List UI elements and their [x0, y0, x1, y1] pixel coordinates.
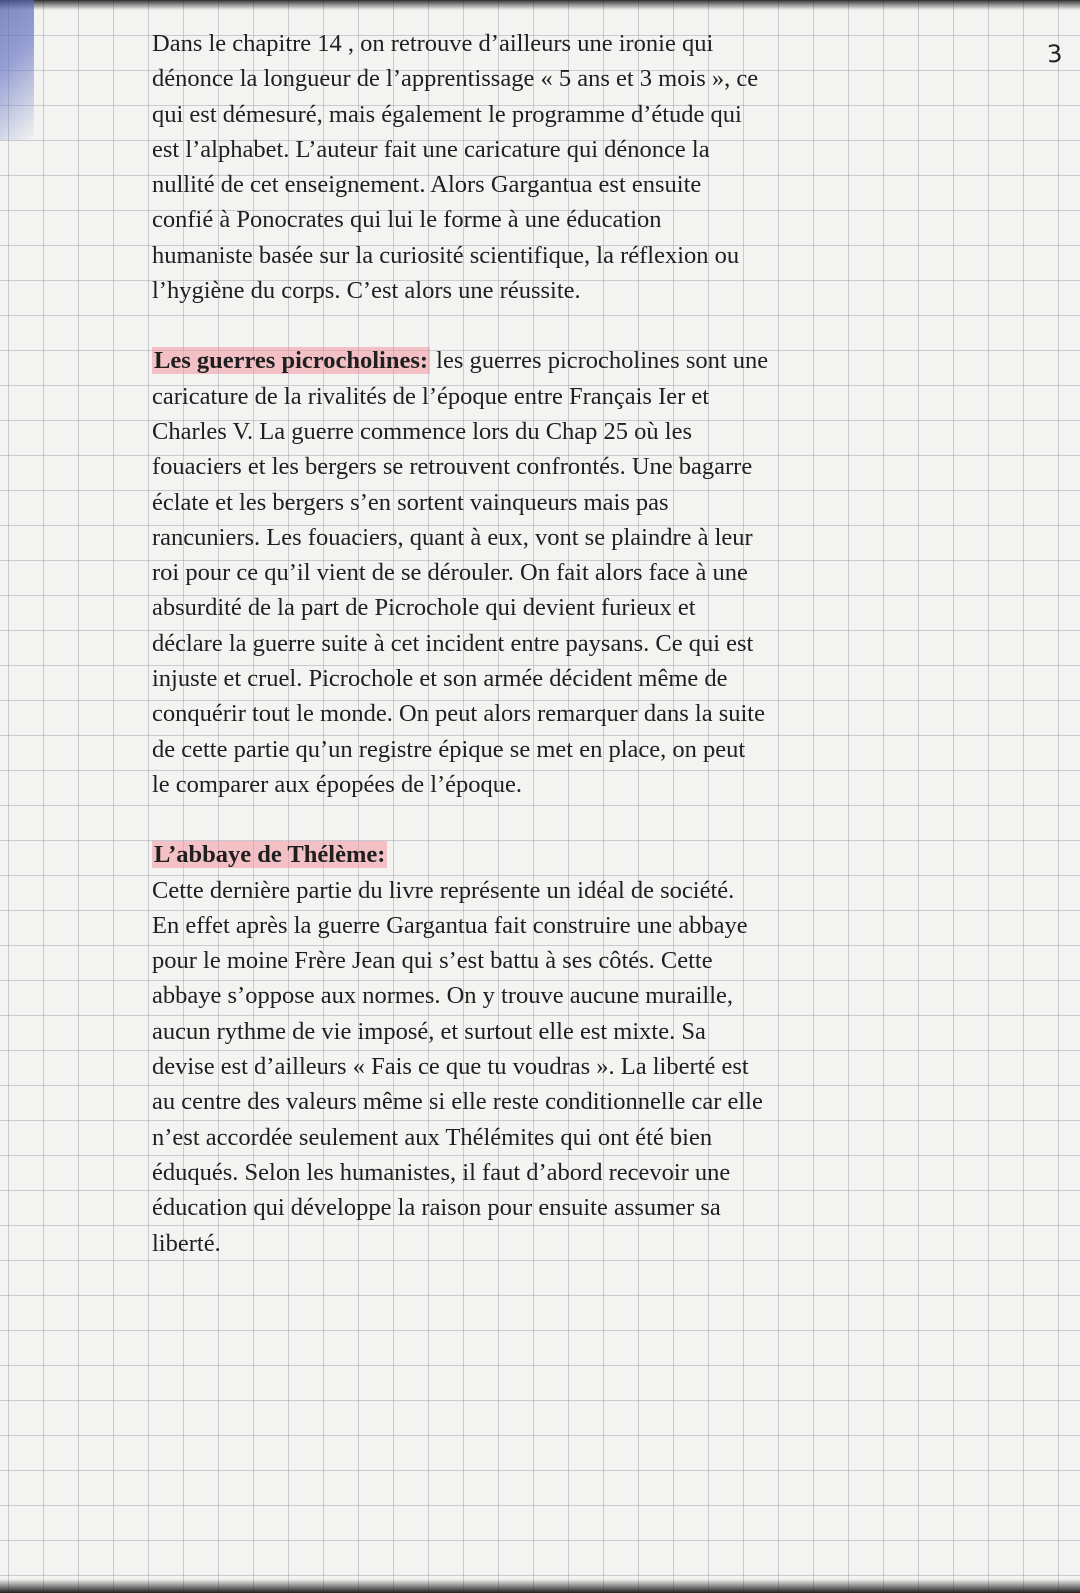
text-line — [152, 837, 922, 872]
text-line — [152, 343, 922, 378]
text-line: de cette partie qu’un registre épique se met en place, on peut — [152, 735, 746, 763]
text-line: éduqués. Selon les humanistes, il faut d’abord recevoir une — [152, 1158, 731, 1186]
page-number: 3 — [1045, 39, 1063, 69]
text-line: au centre des valeurs même si elle reste conditionnelle car elle — [152, 1088, 763, 1116]
text-line: nullité de cet enseignement. Alors Gargantua est ensuite — [152, 171, 702, 199]
text-line: Dans le chapitre 14 , on retrouve d’ailleurs une ironie qui — [152, 30, 714, 57]
text-line: aucun rythme de vie imposé, et surtout elle est mixte. Sa — [152, 1017, 706, 1045]
text-line: roi pour ce qu’il vient de se dérouler. On fait alors face à une — [152, 559, 748, 587]
text-line: Cette dernière partie du livre représente un idéal de société. — [152, 876, 735, 904]
document-text — [152, 26, 922, 1296]
text-line: absurdité de la part de Picrochole qui devient furieux et — [152, 594, 696, 622]
paragraph-abbaye-theleme — [152, 837, 922, 1261]
heading-line-rest: les guerres picrocholines sont une — [430, 347, 769, 375]
text-line: l’hygiène du corps. C’est alors une réussite. — [152, 277, 581, 305]
text-line: caricature de la rivalités de l’époque entre Français Ier et — [152, 382, 710, 410]
text-line: n’est accordée seulement aux Thélémites qui ont été bien — [152, 1123, 713, 1151]
corner-shadow — [0, 0, 34, 140]
top-edge-shadow — [0, 0, 1080, 10]
text-line: déclare la guerre suite à cet incident entre paysans. Ce qui est — [152, 629, 754, 657]
paragraph-education — [152, 26, 922, 308]
text-line: pour le moine Frère Jean qui s’est battu à ses côtés. Cette — [152, 947, 713, 975]
text-line: dénonce la longueur de l’apprentissage « 5 ans et 3 mois », ce — [152, 65, 759, 93]
paragraph-guerres-picrocholines — [152, 343, 922, 802]
section-heading: Les guerres picrocholines: — [154, 347, 429, 375]
text-line: devise est d’ailleurs « Fais ce que tu voudras ». La liberté est — [152, 1053, 749, 1081]
text-line: le comparer aux épopées de l’époque. — [152, 770, 523, 798]
bottom-edge-shadow — [0, 1579, 1080, 1593]
text-line: liberté. — [152, 1229, 221, 1257]
text-line: est l’alphabet. L’auteur fait une caricature qui dénonce la — [152, 135, 710, 163]
text-line: humaniste basée sur la curiosité scientifique, la réflexion ou — [152, 241, 740, 269]
text-line: conquérir tout le monde. On peut alors remarquer dans la suite — [152, 700, 765, 728]
text-line: Charles V. La guerre commence lors du Chap 25 où les — [152, 417, 693, 445]
text-line: éclate et les bergers s’en sortent vainqueurs mais pas — [152, 488, 669, 516]
section-heading: L’abbaye de Thélème: — [154, 841, 386, 869]
text-line: rancuniers. Les fouaciers, quant à eux, vont se plaindre à leur — [152, 523, 753, 551]
text-line: abbaye s’oppose aux normes. On y trouve aucune muraille, — [152, 982, 734, 1010]
text-line: qui est démesuré, mais également le programme d’étude qui — [152, 100, 742, 128]
text-line: fouaciers et les bergers se retrouvent confrontés. Une bagarre — [152, 453, 753, 481]
text-line: éducation qui développe la raison pour ensuite assumer sa — [152, 1194, 721, 1222]
text-line: En effet après la guerre Gargantua fait construire une abbaye — [152, 911, 748, 939]
text-line: injuste et cruel. Picrochole et son armée décident même de — [152, 665, 728, 693]
text-line: confié à Ponocrates qui lui le forme à une éducation — [152, 206, 662, 234]
